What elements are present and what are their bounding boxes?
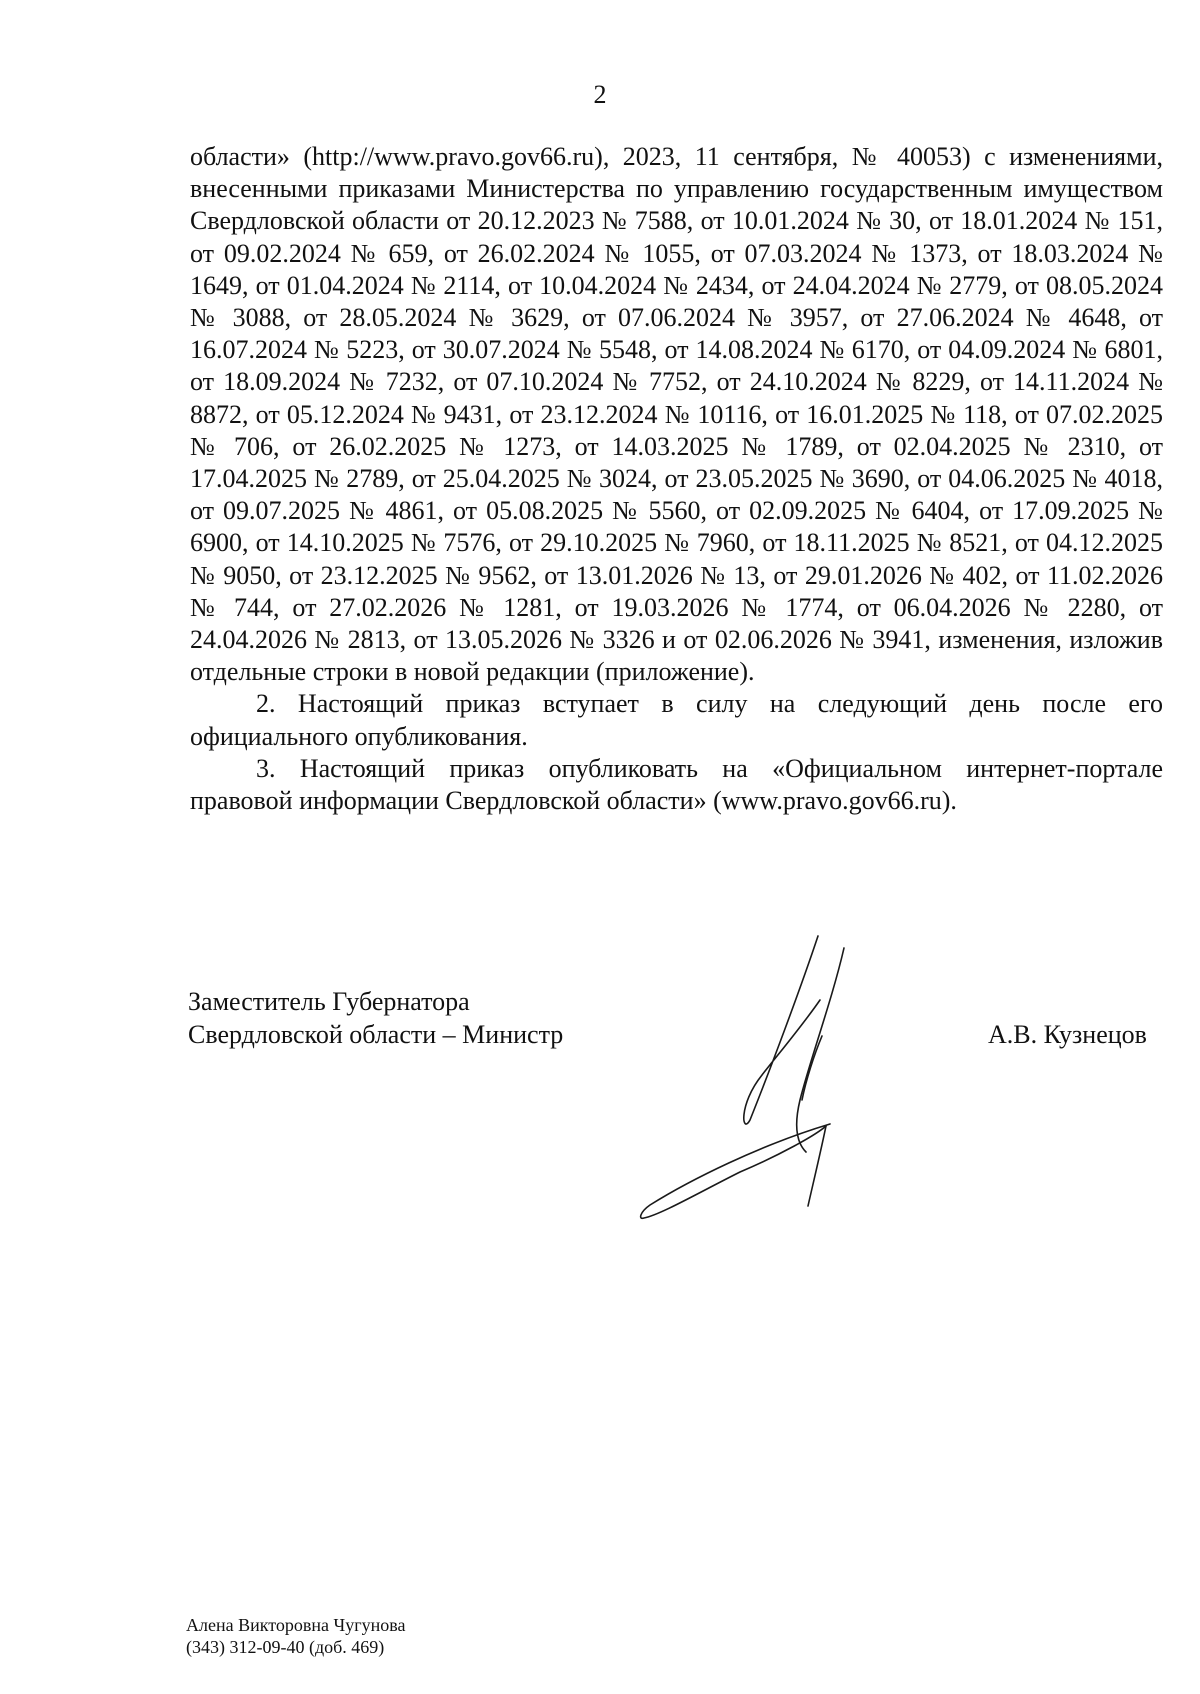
handwritten-signature [630, 930, 870, 1220]
executor-info [186, 1614, 405, 1658]
paragraph-publication: 3. Настоящий приказ опубликовать на «Официальном интернет-портале правовой информации Свердловской области» (www.pravo.gov66.ru). [190, 753, 1163, 816]
signatory-position [188, 985, 563, 1051]
executor-phone: (343) 312-09-40 (доб. 469) [186, 1637, 385, 1657]
signatory-position-line-1: Заместитель Губернатора [188, 987, 470, 1016]
signatory-name: А.В. Кузнецов [988, 1020, 1147, 1049]
executor-name: Алена Викторовна Чугунова [186, 1615, 406, 1635]
document-body [190, 141, 1163, 817]
paragraph-effective-date: 2. Настоящий приказ вступает в силу на следующий день после его официального опубликования. [190, 689, 1163, 751]
page-number: 2 [593, 80, 607, 109]
paragraph-amendments-list: области» (http://www.pravo.gov66.ru), 2023, 11 сентября, № 40053) с изменениями, внесенными приказами Министерства по управлению государственным имуществом Свердловской области от 20.12.2023 № 7588, от 10.01.2024 № 30, от 18.01.2024 № 151, от 09.02.2024 № 659, от 26.02.2024 № 1055, от 07.03.2024 № 1373, от 18.03.2024 № 1649, от 01.04.2024 № 2114, от 10.04.2024 № 2434, от 24.04.2024 № 2779, от 08.05.2024 № 3088, от 28.05.2024 № 3629, от 07.06.2024 № 3957, от 27.06.2024 № 4648, от 16.07.2024 № 5223, от 30.07.2024 № 5548, от 14.08.2024 № 6170, от 04.09.2024 № 6801, от 18.09.2024 № 7232, от 07.10.2024 № 7752, от 24.10.2024 № 8229, от 14.11.2024 № 8872, от 05.12.2024 № 9431, от 23.12.2024 № 10116, от 16.01.2025 № 118, от 07.02.2025 № 706, от 26.02.2025 № 1273, от 14.03.2025 № 1789, от 02.04.2025 № 2310, от 17.04.2025 № 2789, от 25.04.2025 № 3024, от 23.05.2025 № 3690, от 04.06.2025 № 4018, от 09.07.2025 № 4861, от 05.08.2025 № 5560, от 02.09.2025 № 6404, от 17.09.2025 № 6900, от 14.10.2025 № 7576, от 29.10.2025 № 7960, от 18.11.2025 № 8521, от 04.12.2025 № 9050, от 23.12.2025 № 9562, от 13.01.2026 № 13, от 29.01.2026 № 402, от 11.02.2026 № 744, от 27.02.2026 № 1281, от 19.03.2026 № 1774, от 06.04.2026 № 2280, от 24.04.2026 № 2813, от 13.05.2026 № 3326 и от 02.06.2026 № 3941, изменения, изложив отдельные строки в новой редакции (приложение). [190, 142, 1163, 687]
signatory-position-line-2: Свердловской области – Министр [188, 1020, 564, 1049]
